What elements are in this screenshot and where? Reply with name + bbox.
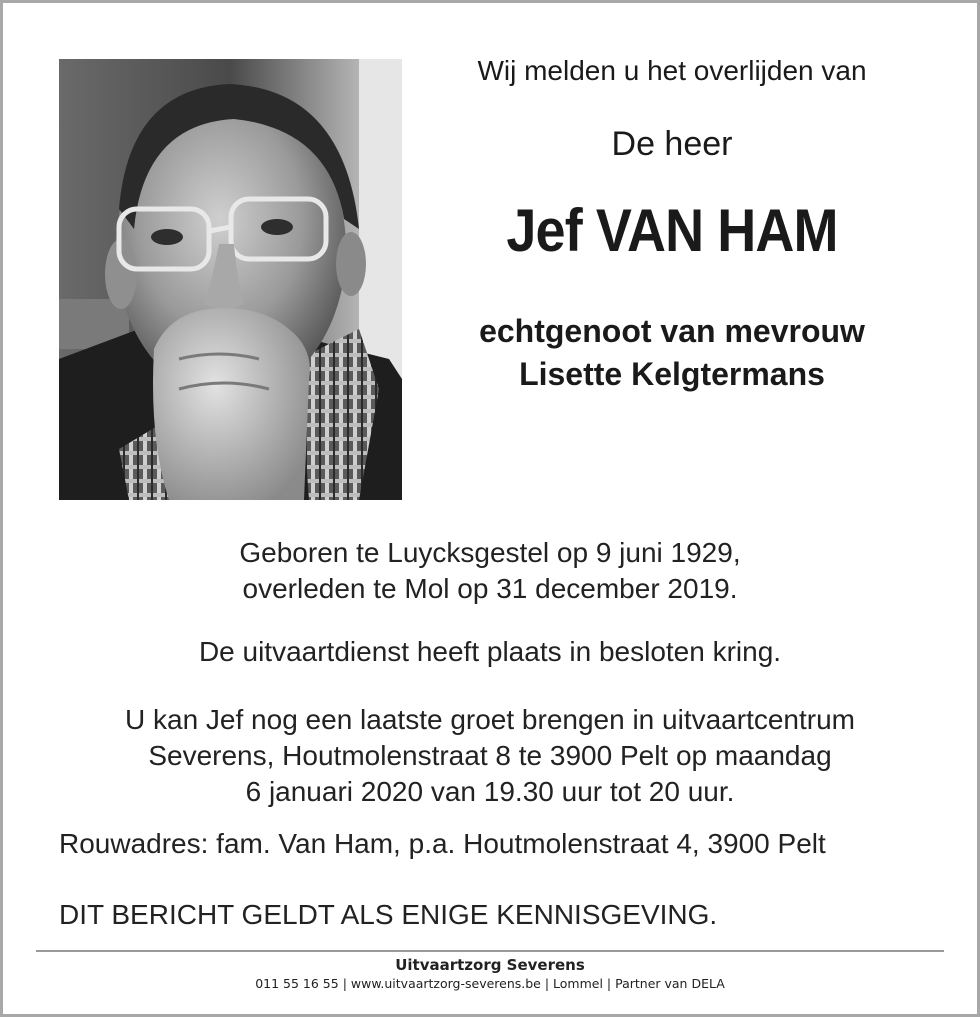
visit-text-line-1: U kan Jef nog een laatste groet brengen in uitvaartcentrum xyxy=(125,704,855,735)
portrait-photo xyxy=(59,59,402,500)
footer-company: Uitvaartzorg Severens xyxy=(395,956,585,974)
spouse-line-1: echtgenoot van mevrouw xyxy=(479,313,865,349)
death-text: overleden te Mol op 31 december 2019. xyxy=(242,573,738,604)
footer-divider xyxy=(36,950,944,952)
intro-text: Wij melden u het overlijden van xyxy=(477,55,867,86)
birth-text: Geboren te Luycksgestel op 9 juni 1929, xyxy=(239,537,741,568)
mourning-address: Rouwadres: fam. Van Ham, p.a. Houtmolenstraat 4, 3900 Pelt xyxy=(59,828,826,859)
notice-text: DIT BERICHT GELDT ALS ENIGE KENNISGEVING. xyxy=(59,899,718,930)
spouse-line-2: Lisette Kelgtermans xyxy=(519,356,825,392)
footer-contact-info: 011 55 16 55 | www.uitvaartzorg-severens.be | Lommel | Partner van DELA xyxy=(255,976,725,991)
honorific-title: De heer xyxy=(611,125,733,163)
service-text: De uitvaartdienst heeft plaats in besloten kring. xyxy=(198,636,782,667)
deceased-name: Jef VAN HAM xyxy=(506,197,838,264)
visit-text-line-3: 6 januari 2020 van 19.30 uur tot 20 uur. xyxy=(245,776,735,807)
visit-text-line-2: Severens, Houtmolenstraat 8 te 3900 Pelt op maandag xyxy=(148,740,832,771)
